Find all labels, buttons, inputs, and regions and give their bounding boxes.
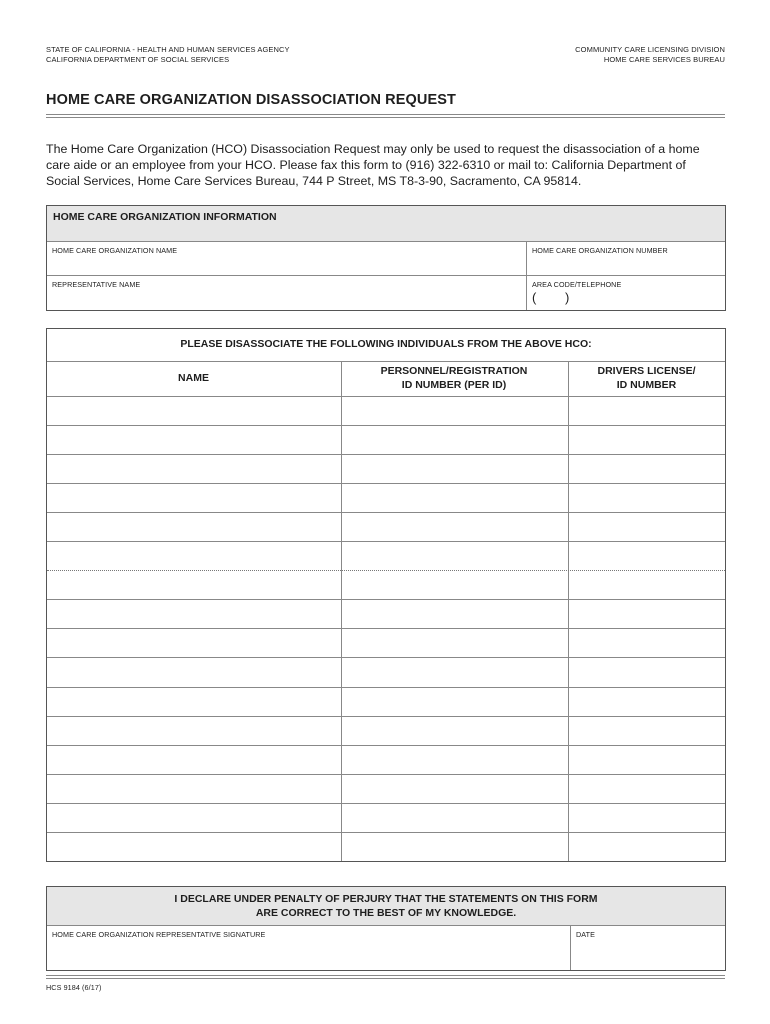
division-line: COMMUNITY CARE LICENSING DIVISION: [575, 45, 725, 54]
col-dl-line2: ID NUMBER: [616, 379, 677, 391]
dl-id-cell[interactable]: [569, 571, 725, 599]
rep-name-field[interactable]: [47, 276, 525, 310]
personnel-id-cell[interactable]: [342, 600, 567, 628]
personnel-id-cell[interactable]: [342, 571, 567, 599]
declaration-section: [46, 886, 726, 971]
personnel-id-cell[interactable]: [342, 658, 567, 686]
name-cell[interactable]: [47, 513, 340, 541]
name-cell[interactable]: [47, 426, 340, 454]
col-header-name: [47, 362, 340, 396]
name-cell[interactable]: [47, 775, 340, 803]
dl-id-cell[interactable]: [569, 717, 725, 745]
signature-label: HOME CARE ORGANIZATION REPRESENTATIVE SIGNATURE: [52, 930, 266, 939]
rep-name-label: REPRESENTATIVE NAME: [52, 280, 141, 289]
dl-id-cell[interactable]: [569, 455, 725, 483]
title-rule-bottom: [46, 117, 725, 118]
dl-id-cell[interactable]: [569, 658, 725, 686]
name-cell[interactable]: [47, 542, 340, 570]
dl-id-cell[interactable]: [569, 542, 725, 570]
bureau-line: HOME CARE SERVICES BUREAU: [603, 55, 725, 64]
date-field[interactable]: [571, 926, 725, 970]
title-rule-top: [46, 114, 725, 115]
personnel-id-cell[interactable]: [342, 804, 567, 832]
division-header: [575, 45, 725, 65]
name-cell[interactable]: [47, 717, 340, 745]
phone-paren-open: (: [532, 290, 537, 305]
declaration-line: ARE CORRECT TO THE BEST OF MY KNOWLEDGE.: [255, 907, 517, 919]
col-personnel-line1: PERSONNEL/REGISTRATION: [380, 365, 528, 377]
name-cell[interactable]: [47, 455, 340, 483]
personnel-id-cell[interactable]: [342, 688, 567, 716]
name-cell[interactable]: [47, 484, 340, 512]
org-name-label: HOME CARE ORGANIZATION NAME: [52, 246, 178, 255]
dl-id-cell[interactable]: [569, 397, 725, 425]
personnel-id-cell[interactable]: [342, 775, 567, 803]
dl-id-cell[interactable]: [569, 600, 725, 628]
org-number-field[interactable]: [527, 242, 725, 275]
declaration-header: [47, 887, 725, 925]
agency-line: STATE OF CALIFORNIA - HEALTH AND HUMAN SERVICES AGENCY: [46, 45, 290, 54]
col-personnel-label: [341, 364, 567, 392]
individuals-heading-row: [47, 329, 725, 361]
name-cell[interactable]: [47, 688, 340, 716]
dl-id-cell[interactable]: [569, 484, 725, 512]
agency-header: [46, 45, 290, 65]
footer-rule-bottom: [46, 978, 725, 979]
personnel-id-cell[interactable]: [342, 455, 567, 483]
name-cell[interactable]: [47, 571, 340, 599]
phone-label: AREA CODE/TELEPHONE: [532, 280, 622, 289]
dl-id-cell[interactable]: [569, 513, 725, 541]
personnel-id-cell[interactable]: [342, 746, 567, 774]
declaration-line: I DECLARE UNDER PENALTY OF PERJURY THAT THE STATEMENTS ON THIS FORM: [174, 893, 598, 905]
org-name-field[interactable]: [47, 242, 525, 275]
date-label: DATE: [576, 930, 596, 939]
name-cell[interactable]: [47, 746, 340, 774]
dl-id-cell[interactable]: [569, 746, 725, 774]
hco-info-header: [47, 206, 725, 241]
declaration-text: [47, 892, 725, 920]
form-number: HCS 9184 (6/17): [46, 983, 102, 992]
phone-paren-close: ): [565, 290, 570, 305]
dl-id-cell[interactable]: [569, 833, 725, 861]
dl-id-cell[interactable]: [569, 688, 725, 716]
intro-line: care aide or an employee from your HCO. Please fax this form to (916) 322-6310 or mail to: California Department of: [46, 158, 686, 172]
name-cell[interactable]: [47, 600, 340, 628]
col-dl-label: [568, 364, 725, 392]
name-cell[interactable]: [47, 833, 340, 861]
org-number-label: HOME CARE ORGANIZATION NUMBER: [532, 246, 668, 255]
intro-paragraph: [46, 141, 726, 189]
col-header-personnel: [341, 362, 567, 396]
personnel-id-cell[interactable]: [342, 513, 567, 541]
col-personnel-line2: ID NUMBER (PER ID): [401, 379, 507, 391]
name-cell[interactable]: [47, 658, 340, 686]
signature-field[interactable]: [47, 926, 569, 970]
individuals-heading: PLEASE DISASSOCIATE THE FOLLOWING INDIVIDUALS FROM THE ABOVE HCO:: [180, 338, 592, 350]
name-cell[interactable]: [47, 629, 340, 657]
dl-id-cell[interactable]: [569, 629, 725, 657]
intro-line: Social Services, Home Care Services Bureau, 744 P Street, MS T8-3-90, Sacramento, CA 95814.: [46, 174, 582, 188]
name-cell[interactable]: [47, 804, 340, 832]
phone-field[interactable]: [527, 276, 725, 310]
dl-id-cell[interactable]: [569, 426, 725, 454]
footer-rule-top: [46, 975, 725, 976]
personnel-id-cell[interactable]: [342, 426, 567, 454]
col-name-label: NAME: [178, 372, 209, 384]
department-line: CALIFORNIA DEPARTMENT OF SOCIAL SERVICES: [46, 55, 230, 64]
name-cell[interactable]: [47, 397, 340, 425]
col-header-dl: [568, 362, 725, 396]
hco-info-section: [46, 205, 726, 311]
dl-id-cell[interactable]: [569, 775, 725, 803]
intro-line: The Home Care Organization (HCO) Disassociation Request may only be used to request the disassociation of a home: [46, 142, 700, 156]
col-dl-line1: DRIVERS LICENSE/: [597, 365, 696, 377]
personnel-id-cell[interactable]: [342, 484, 567, 512]
personnel-id-cell[interactable]: [342, 629, 567, 657]
personnel-id-cell[interactable]: [342, 833, 567, 861]
personnel-id-cell[interactable]: [342, 397, 567, 425]
hco-info-heading: HOME CARE ORGANIZATION INFORMATION: [53, 211, 277, 223]
form-title: HOME CARE ORGANIZATION DISASSOCIATION REQUEST: [46, 92, 456, 108]
personnel-id-cell[interactable]: [342, 717, 567, 745]
individuals-table: [46, 328, 726, 862]
personnel-id-cell[interactable]: [342, 542, 567, 570]
dl-id-cell[interactable]: [569, 804, 725, 832]
